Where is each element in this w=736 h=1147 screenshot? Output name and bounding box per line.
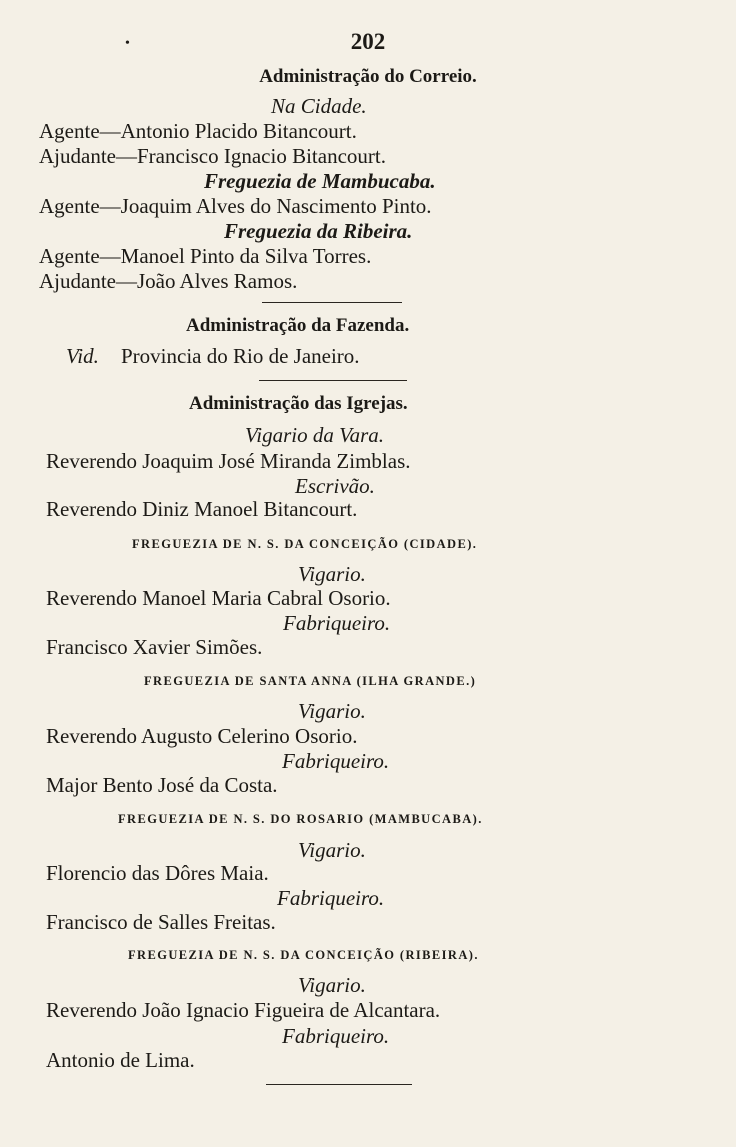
end-divider: [266, 1084, 412, 1085]
entry-line: Francisco de Salles Freitas.: [46, 910, 276, 934]
section-heading-correio: Administração do Correio.: [259, 66, 477, 87]
entry-line: Ajudante—João Alves Ramos.: [39, 269, 298, 293]
section-heading-igrejas: Administração das Igrejas.: [189, 393, 408, 414]
entry-line: Agente—Joaquim Alves do Nascimento Pinto.: [39, 194, 432, 218]
entry-line: Agente—Manoel Pinto da Silva Torres.: [39, 244, 372, 268]
entry-line: Reverendo Joaquim José Miranda Zimblas.: [46, 449, 411, 473]
entry-line: Reverendo Augusto Celerino Osorio.: [46, 724, 358, 748]
role-fabriqueiro: Fabriqueiro.: [283, 611, 391, 635]
parish-heading: FREGUEZIA DE SANTA ANNA (ILHA GRANDE.): [144, 674, 477, 688]
parish-heading: FREGUEZIA DE N. S. DA CONCEIÇÃO (RIBEIRA).: [128, 948, 479, 962]
entry-line: Reverendo Manoel Maria Cabral Osorio.: [46, 586, 391, 610]
entry-line: Ajudante—Francisco Ignacio Bitancourt.: [39, 144, 386, 168]
parish-heading: FREGUEZIA DE N. S. DA CONCEIÇÃO (CIDADE).: [132, 537, 478, 551]
role-fabriqueiro: Fabriqueiro.: [282, 1024, 390, 1048]
entry-line: Florencio das Dôres Maia.: [46, 861, 269, 885]
subheading-na-cidade: Na Cidade.: [271, 94, 367, 118]
stray-mark: •: [125, 36, 130, 51]
subheading-escrivao: Escrivão.: [295, 474, 375, 498]
role-vigario: Vigario.: [298, 973, 366, 997]
entry-line: Agente—Antonio Placido Bitancourt.: [39, 119, 357, 143]
section-divider: [259, 380, 407, 381]
page-number: 202: [350, 29, 386, 54]
entry-line: Reverendo João Ignacio Figueira de Alcantara.: [46, 998, 441, 1022]
entry-line: Antonio de Lima.: [46, 1048, 195, 1072]
entry-line: Francisco Xavier Simões.: [46, 635, 263, 659]
role-fabriqueiro: Fabriqueiro.: [277, 886, 385, 910]
subheading-mambucaba: Freguezia de Mambucaba.: [204, 169, 436, 193]
subheading-vigario-da-vara: Vigario da Vara.: [245, 423, 385, 447]
role-vigario: Vigario.: [298, 562, 366, 586]
entry-line: Provincia do Rio de Janeiro.: [121, 344, 360, 368]
section-heading-fazenda: Administração da Fazenda.: [186, 315, 410, 336]
subheading-ribeira: Freguezia da Ribeira.: [224, 219, 413, 243]
entry-line: Reverendo Diniz Manoel Bitancourt.: [46, 497, 358, 521]
vid-abbrev: Vid.: [66, 344, 99, 368]
role-vigario: Vigario.: [298, 699, 366, 723]
entry-line: Major Bento José da Costa.: [46, 773, 278, 797]
section-divider: [262, 302, 402, 303]
role-fabriqueiro: Fabriqueiro.: [282, 749, 390, 773]
parish-heading: FREGUEZIA DE N. S. DO ROSARIO (MAMBUCABA).: [118, 812, 483, 826]
role-vigario: Vigario.: [298, 838, 366, 862]
